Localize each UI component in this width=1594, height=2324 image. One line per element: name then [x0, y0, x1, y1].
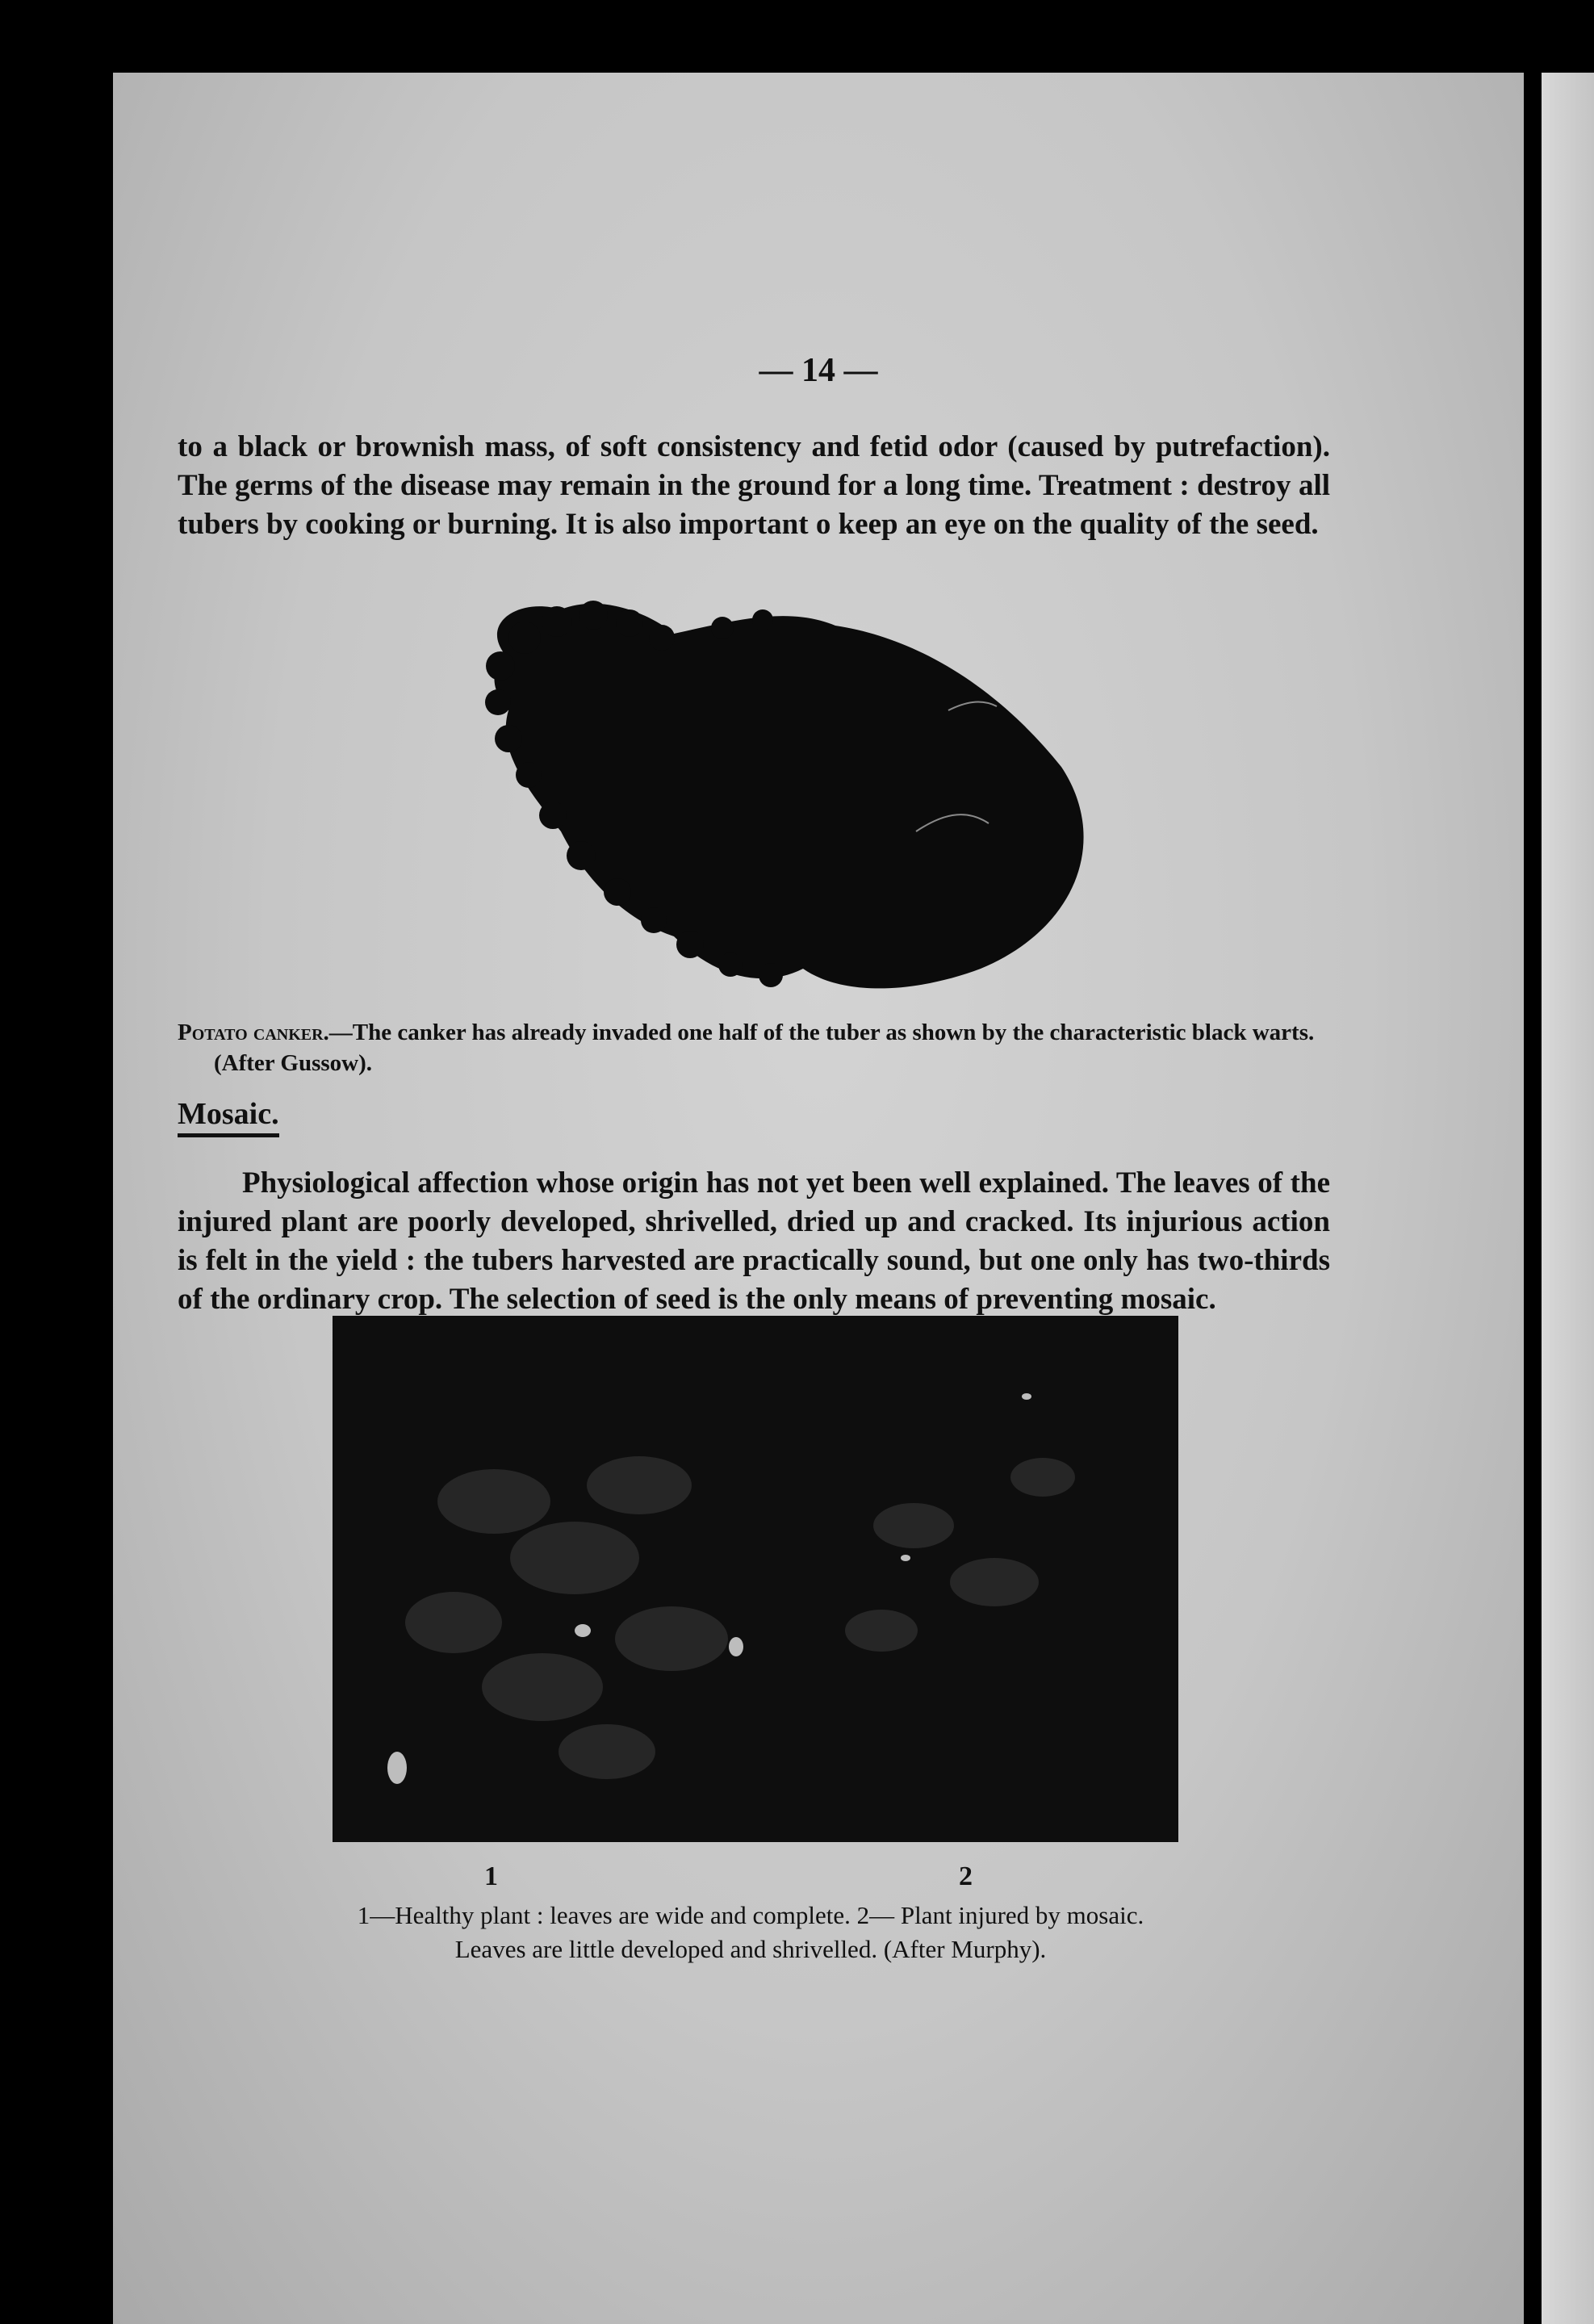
caption-line-1: 1—Healthy plant : leaves are wide and complete. 2— Plant injured by mosaic. — [357, 1901, 1144, 1929]
caption-line-2: Leaves are little developed and shrivelled. (After Murphy). — [454, 1935, 1047, 1963]
paragraph-rot-treatment: to a black or brownish mass, of soft consistency and fetid odor (caused by putrefaction). The germs of the disease may remain in the ground for a long time. Treatment : destroy all tubers by cooking or burning. It is also important o keep an eye on the quality of the seed. — [178, 430, 1330, 541]
book-spine-shadow — [1524, 73, 1542, 2324]
scanned-page — [113, 73, 1524, 2324]
facing-page-edge — [1542, 73, 1594, 2324]
page-number: — 14 — — [759, 352, 878, 389]
figure-caption-mosaic — [250, 1899, 1251, 1966]
paragraph-mosaic: Physiological affection whose origin has not yet been well explained. The leaves of the injured plant are poorly developed, shrivelled, dried up and cracked. Its injurious action is felt in the yield : the tubers harvested are practically sound, but one only has two-thirds of the ordinary crop. The selection of seed is the only means of preventing mosaic. — [178, 1166, 1330, 1316]
mosaic-plants-photo — [333, 1316, 1178, 1842]
caption-text: —The canker has already invaded one half of the tuber as shown by the characteristic black warts. (After Gussow). — [214, 1020, 1315, 1076]
caption-lead: Potato canker. — [178, 1020, 329, 1045]
potato-canker-illustration — [464, 589, 1190, 1009]
figure-caption-potato-canker — [178, 1017, 1360, 1078]
figure-label-1: 1 — [484, 1861, 498, 1891]
section-heading-mosaic: Mosaic. — [178, 1096, 279, 1137]
figure-label-2: 2 — [959, 1861, 973, 1891]
